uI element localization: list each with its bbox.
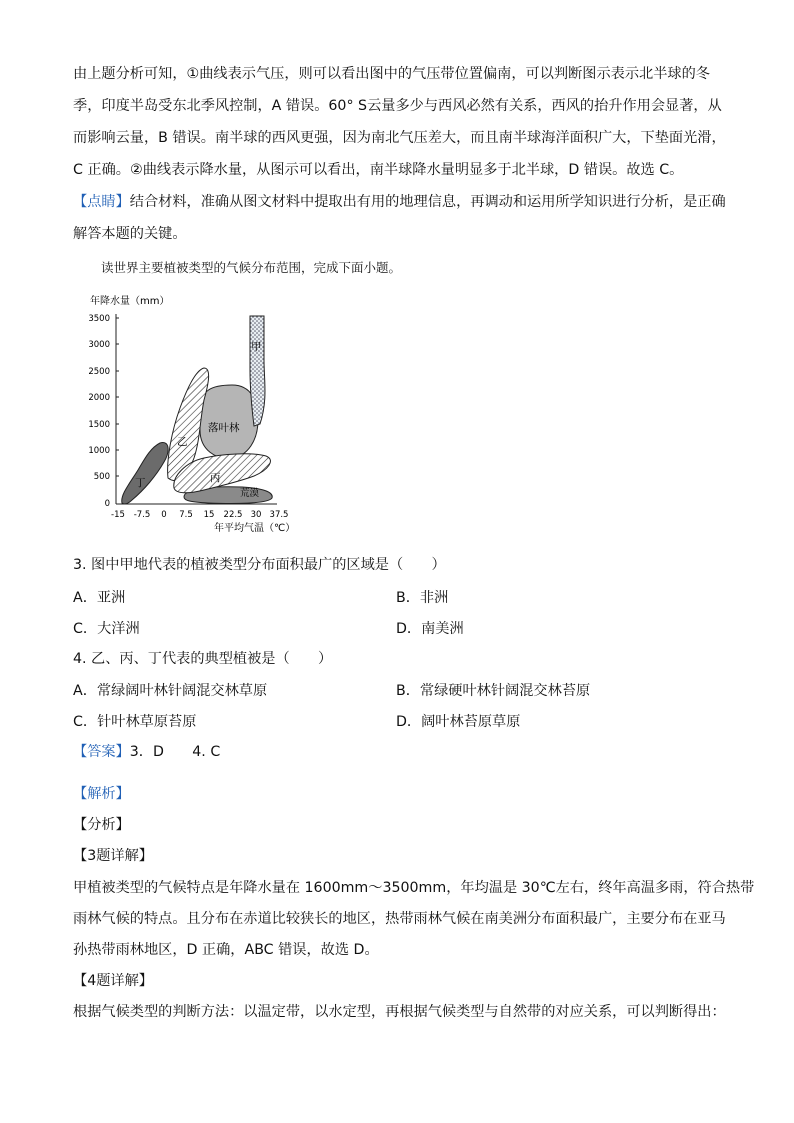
dianjing-line-2: 解答本题的关键。	[73, 226, 187, 242]
region-label-jia: 甲	[251, 341, 262, 353]
fenxi-tag: 【分析】	[73, 817, 130, 833]
y-tick-label: 2500	[88, 367, 110, 377]
region-label-bing: 丙	[210, 472, 221, 484]
q3-option-d: D．南美洲	[396, 621, 464, 637]
x-tick-label: 22.5	[223, 510, 243, 520]
dianjing-text: 结合材料，准确从图文材料中提取出有用的地理信息，再调动和运用所学知识进行分析，是正确	[129, 194, 726, 210]
y-axis-label: 年降水量（mm）	[90, 296, 170, 307]
y-tick-label: 3000	[88, 340, 110, 350]
q3-detail-line-3: 孙热带雨林地区，D 正确，ABC 错误，故选 D。	[73, 942, 379, 958]
q4-stem: 4. 乙、丙、丁代表的典型植被是（ ）	[73, 651, 333, 667]
q4-option-d: D．阔叶林苔原草原	[396, 714, 521, 730]
region-jia	[250, 316, 265, 426]
y-tick-label: 500	[93, 472, 110, 482]
q3-detail-tag: 【3题详解】	[73, 848, 153, 864]
y-tick-label: 1500	[88, 420, 110, 430]
analysis-line-4: C 正确。②曲线表示降水量，从图示可以看出，南半球降水量明显多于北半球，D 错误。故选 C。	[73, 162, 684, 178]
y-tick-label: 3500	[88, 314, 110, 324]
dianjing-tag: 【点睛】	[73, 194, 130, 210]
jiexi-tag: 【解析】	[73, 786, 130, 802]
analysis-line-1: 由上题分析可知，①曲线表示气压，则可以看出图中的气压带位置偏南，可以判断图示表示北半球的冬	[73, 66, 710, 82]
x-tick-label: 0	[161, 510, 167, 520]
y-tick-label: 0	[104, 499, 110, 509]
q3-stem: 3. 图中甲地代表的植被类型分布面积最广的区域是（ ）	[73, 557, 446, 573]
y-tick-label: 2000	[88, 393, 110, 403]
answer-tag: 【答案】	[73, 744, 130, 760]
region-label-huangmo: 荒漠	[240, 488, 260, 499]
x-tick-label: 30	[250, 510, 262, 520]
region-label-luoye: 落叶林	[208, 422, 240, 434]
climate-vegetation-figure	[82, 290, 322, 540]
q3-detail-line-1: 甲植被类型的气候特点是年降水量在 1600mm～3500mm，年均温是 30℃左右，终年高温多雨，符合热带	[73, 880, 755, 896]
region-label-yi: 乙	[177, 436, 188, 448]
x-axis-label: 年平均气温（℃）	[214, 523, 296, 534]
q3-detail-line-2: 雨林气候的特点。且分布在赤道比较狭长的地区，热带雨林气候在南美洲分布面积最广，主要分布在亚马	[73, 911, 726, 927]
question-intro: 读世界主要植被类型的气候分布范围，完成下面小题。	[101, 260, 402, 275]
analysis-line-3: 而影响云量，B 错误。南半球的西风更强，因为南北气压差大，而且南半球海洋面积广大，下垫面光滑，	[73, 130, 726, 146]
q3-option-b: B．非洲	[396, 590, 449, 606]
x-tick-label: 15	[203, 510, 215, 520]
dianjing-line	[73, 192, 726, 212]
answer-text: 3．D 4. C	[129, 744, 221, 760]
x-tick-label: -15	[111, 510, 125, 520]
q3-option-c: C．大洋洲	[73, 621, 140, 637]
region-ding	[122, 443, 168, 504]
q4-detail-tag: 【4题详解】	[73, 973, 153, 989]
q4-option-a: A．常绿阔叶林针阔混交林草原	[73, 683, 268, 699]
x-tick-label: 7.5	[179, 510, 193, 520]
x-tick-label: 37.5	[269, 510, 289, 520]
q4-option-c: C．针叶林草原苔原	[73, 714, 197, 730]
q3-option-a: A．亚洲	[73, 590, 126, 606]
analysis-line-2: 季，印度半岛受东北季风控制，A 错误。60° S云量多少与西风必然有关系，西风的抬升作用会显著，从	[73, 98, 722, 114]
q4-option-b: B．常绿硬叶林针阔混交林苔原	[396, 683, 591, 699]
region-label-ding: 丁	[135, 477, 146, 489]
q4-detail-line-1: 根据气候类型的判断方法：以温定带，以水定型，再根据气候类型与自然带的对应关系，可以判断得出：	[73, 1004, 726, 1020]
answer-line	[73, 742, 220, 762]
x-tick-label: -7.5	[133, 510, 151, 520]
y-tick-label: 1000	[88, 446, 110, 456]
